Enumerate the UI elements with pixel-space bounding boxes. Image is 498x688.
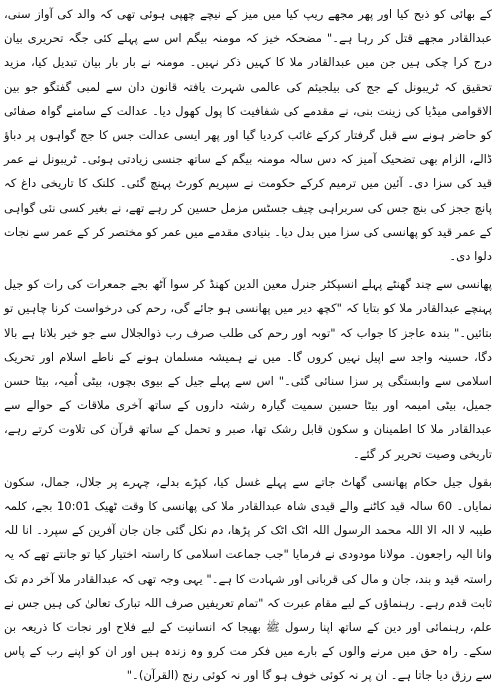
article-paragraph-3: بقول جیل حکام پھانسی گھاٹ جاتے سے پہلے غسل کیا، کپڑے بدلے، چہرے پر جلال، جمال، سکون نمایاں۔ 60 سالہ قید کاٹنے والے قیدی شاہ عبدالقادر ملا کی پھانسی کا وقت ٹھیک 10:01 بجے، کلمہ طیبہ لا الہ الا اللہ محمد الرسول اللہ اٹک اٹک کر پڑھا، دم نکل گئی جان جان آفرین کے سپرد۔ انا للہ وانا الیہ راجعون۔ مولانا مودودی نے فرمایا "جب جماعت اسلامی کا راستہ اختیار کیا تو جانتے تھے کہ یہ راستہ قید و بند، جان و مال کی قربانی اور شہادت کا ہے۔" یہی وجہ تھی کہ عبدالقادر ملا آخر دم تک ثابت قدم رہے۔ رہنماؤں کے لیے مقام عبرت کہ "تمام تعریفیں صرف اللہ تبارک تعالیٰ کی ہیں جس نے علم، رہنمائی اور دین کے ساتھ اپنا رسول ﷺ بھیجا کہ انسانیت کے لیے فلاح اور نجات کا ذریعہ بن سکے۔ راہ حق میں مرنے والوں کے بارے میں فکر مت کرو وہ زندہ ہیں اور ان کو اپنے رب کے پاس سے رزق دیا جاتا ہے۔ ان پر نہ کوئی خوف ہو گا اور نہ کوئی رنج (القرآن)۔" bbox=[4, 474, 492, 683]
article-paragraph-2: پھانسی سے چند گھنٹے پہلے انسپکٹر جنرل معین الدین کھنڈ کر سوا آٹھ بجے جمعرات کی رات کو جیل پہنچے عبدالقادر ملا کو بتایا کہ "کچھ دیر میں پھانسی ہو جائے گی، رحم کی درخواست کرنا چاہیں تو بتائیں۔" بندہ عاجز کا جواب کہ "توبہ اور رحم کی طلب صرف رب ذوالجلال سے جو خیر بلاتا ہے بالا دگا، حسینہ واجد سے اپیل نہیں کروں گا۔ میں نے ہمیشہ مسلمان ہونے کے ناطے اسلام اور تحریک اسلامی سے وابستگی پر سزا سنائی گئی۔" اس سے پہلے جیل کے بیوی بچوں، بیٹی اُمیہ، بیٹا حسن جمیل، بیٹی امیمہ اور بیٹا حسین سمیت گیارہ رشتہ داروں کے ساتھ آخری ملاقات کے حوالے سے عبدالقادر ملا کا اطمینان و سکون قابل رشک تھا، صبر و تحمل کے ساتھ قرآن کی تلاوت کرتے رہے، تاریخی وصیت تحریر کر گئے۔ bbox=[4, 277, 492, 461]
article-paragraph-1: کے بھائی کو ذبح کیا اور پھر مجھے ریپ کیا میں میز کے نیچے چھپی ہوئی تھی کہ والد کی آواز سنی، عبدالقادر مجھے قتل کر رہا ہے۔" مضحکہ خیز کہ مومنہ بیگم اس سے پہلے کئی جگہ تحریری بیان درج کرا چکی ہیں جن میں عبدالقادر ملا کا کہیں ذکر نہیں۔ مومنہ نے بار بار بیان تبدیل کیا، مزید تحقیق کہ ٹریبونل کے جج کی بیلجیئم کی عالمی شہرت یافتہ قانون دان سے لمبی گفتگو جو بین الاقوامی میڈیا کی زینت بنی، نے مقدمے کی شفافیت کا پول کھول دیا۔ عدالت کے سامنے گواہ صفائی کو حاضر ہونے سے قبل گرفتار کرکے غائب کردیا گیا اور پھر ایسی عدالت جس کا جج گواہوں پر دباؤ ڈالے، الزام بھی تضحیک آمیز کہ دس سالہ مومنہ بیگم کے ساتھ جنسی زیادتی ہوئی۔ ٹریبونل نے عمر قید کی سزا دی۔ آئین میں ترمیم کرکے حکومت نے سپریم کورٹ پہنچ گئی۔ کلنک کا تاریخی داغ کہ پانچ ججز کی بنچ جس کی سربراہی چیف جسٹس مزمل حسین کر رہے تھے، نے بغیر کسی نئی گواہی کے عمر قید کو پھانسی کی سزا میں بدل دیا۔ بنیادی مقدمے میں عمر کو مختصر کر کے عمر سے نجات دلوا دی۔ bbox=[4, 7, 492, 264]
